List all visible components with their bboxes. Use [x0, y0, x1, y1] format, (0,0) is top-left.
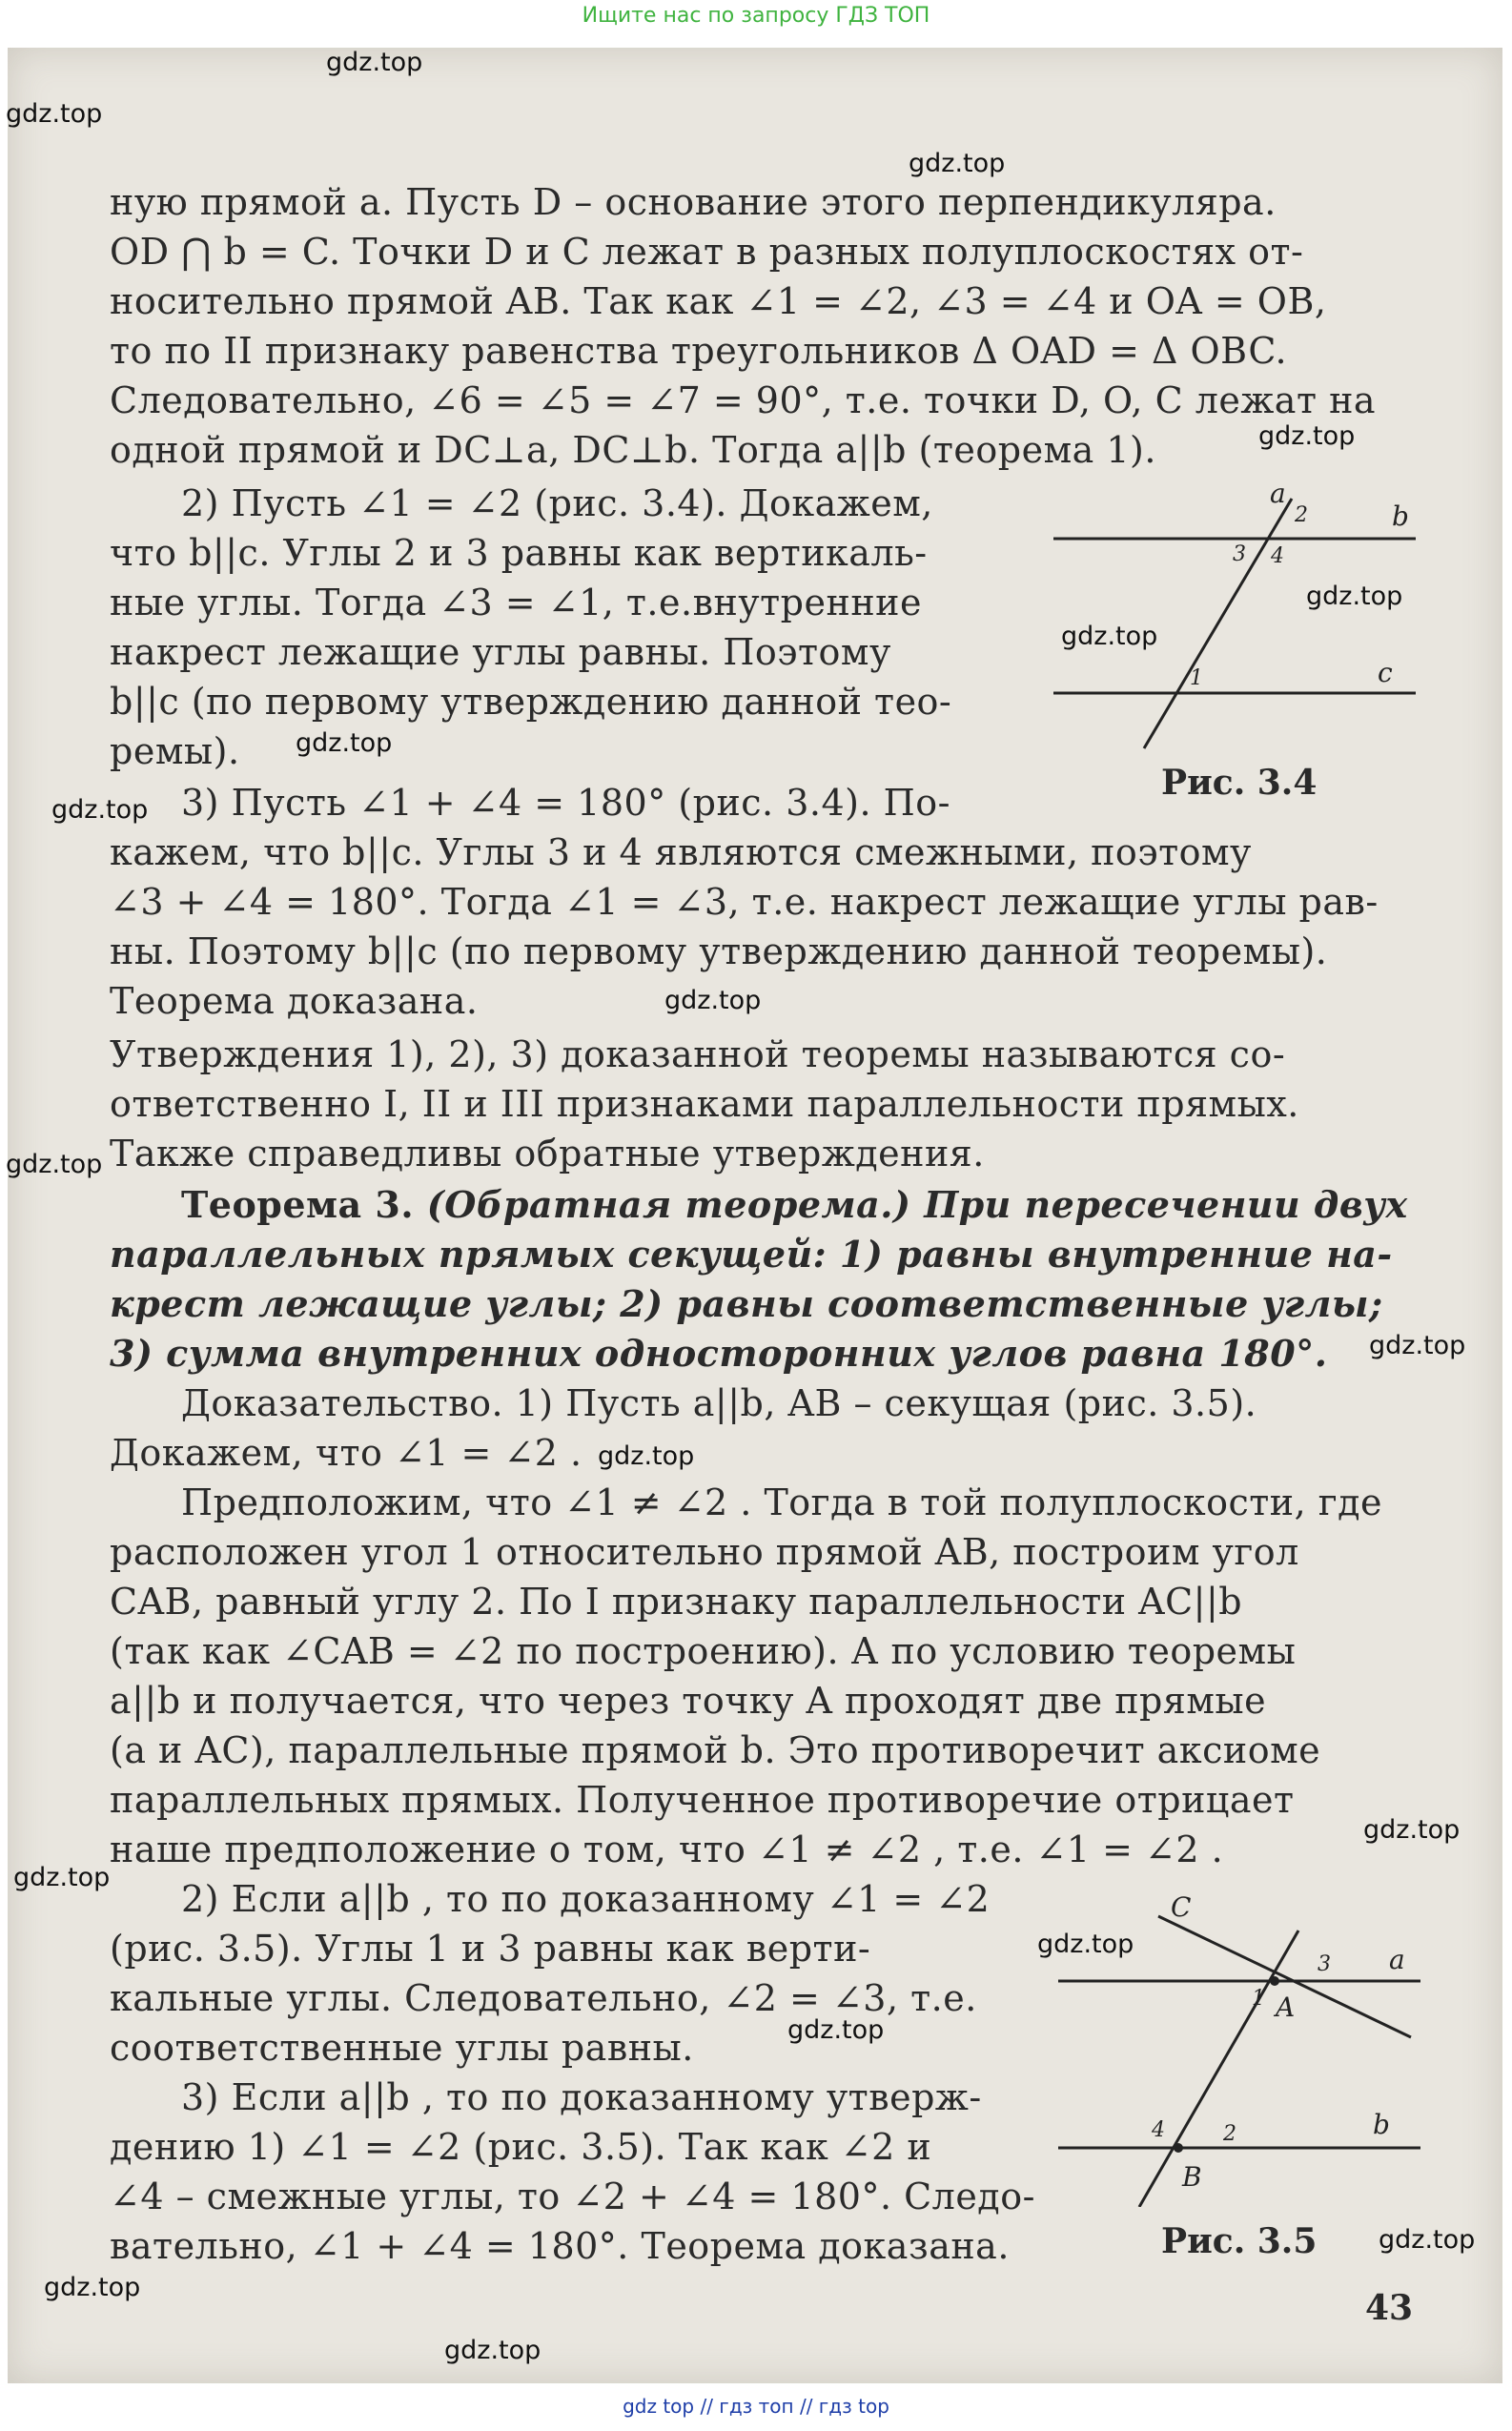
- text-line: b||c (по первому утверждению данной тео-: [110, 681, 952, 723]
- label-b-point: B: [1182, 2161, 1202, 2193]
- point-b: [1174, 2143, 1183, 2153]
- text-line: 2) Пусть ∠1 = ∠2 (рис. 3.4). Докажем,: [181, 482, 933, 524]
- figure-3-5-caption: Рис. 3.5: [1161, 2221, 1318, 2261]
- text-line: ны. Поэтому b||c (по первому утверждению данной теоремы).: [110, 930, 1328, 972]
- watermark: gdz.top: [51, 795, 149, 825]
- label-a: a: [1270, 481, 1286, 509]
- watermark: gdz.top: [44, 2273, 141, 2302]
- watermark: gdz.top: [1258, 421, 1356, 451]
- text-line: кажем, что b||c. Углы 3 и 4 являются смежными, поэтому: [110, 831, 1252, 873]
- theorem-3-line-2: параллельных прямых секущей: 1) равны внутренние на-: [110, 1233, 1393, 1276]
- text-line: Теорема доказана.: [110, 980, 479, 1022]
- text-line: ответственно I, II и III признаками параллельности прямых.: [110, 1083, 1299, 1125]
- text-line: 3) Если a||b , то по доказанному утверж-: [181, 2076, 982, 2118]
- watermark: gdz.top: [444, 2336, 541, 2365]
- watermark: gdz.top: [1369, 1331, 1466, 1360]
- text-line: ную прямой a. Пусть D – основание этого перпендикуляра.: [110, 181, 1277, 223]
- text-line: вательно, ∠1 + ∠4 = 180°. Теорема доказана.: [110, 2225, 1010, 2267]
- text-line: одной прямой и DC⊥a, DC⊥b. Тогда a||b (теорема 1).: [110, 429, 1156, 471]
- text-line: Утверждения 1), 2), 3) доказанной теоремы называются со-: [110, 1033, 1286, 1075]
- watermark: gdz.top: [664, 986, 762, 1015]
- label-1: 1: [1252, 1987, 1265, 2011]
- watermark: gdz.top: [909, 149, 1006, 178]
- watermark: gdz.top: [598, 1441, 695, 1471]
- text-line: Доказательство. 1) Пусть a||b, AB – секущая (рис. 3.5).: [181, 1382, 1257, 1424]
- text-line: кальные углы. Следовательно, ∠2 = ∠3, т.е.: [110, 1977, 977, 2019]
- text-line: a||b и получается, что через точку A проходят две прямые: [110, 1680, 1267, 1722]
- text-line: (рис. 3.5). Углы 1 и 3 равны как верти-: [110, 1928, 871, 1970]
- text-line: ремы).: [110, 730, 240, 772]
- text-line: Докажем, что ∠1 = ∠2 .: [110, 1432, 582, 1474]
- text-line: параллельных прямых. Полученное противоречие отрицает: [110, 1779, 1295, 1821]
- watermark: gdz.top: [296, 728, 393, 758]
- text-line: дению 1) ∠1 = ∠2 (рис. 3.5). Так как ∠2 и: [110, 2126, 932, 2168]
- label-a-point: A: [1276, 1992, 1296, 2023]
- text-line: носительно прямой AB. Так как ∠1 = ∠2, ∠3 = ∠4 и OA = OB,: [110, 280, 1327, 322]
- label-3: 3: [1233, 542, 1246, 566]
- label-b-line: b: [1373, 2109, 1390, 2140]
- label-c: C: [1171, 1891, 1192, 1923]
- text-line: соответственные углы равны.: [110, 2027, 694, 2069]
- text-line: 3) Пусть ∠1 + ∠4 = 180° (рис. 3.4). По-: [181, 782, 950, 824]
- text-line: Следовательно, ∠6 = ∠5 = ∠7 = 90°, т.е. точки D, O, C лежат на: [110, 379, 1377, 421]
- text-line: наше предположение о том, что ∠1 ≠ ∠2 , т.е. ∠1 = ∠2 .: [110, 1828, 1224, 1870]
- theorem-3-line-4: 3) сумма внутренних односторонних углов равна 180°.: [110, 1332, 1328, 1375]
- page-number: 43: [1365, 2288, 1414, 2328]
- text-line: то по II признаку равенства треугольников Δ OAD = Δ OBC.: [110, 330, 1288, 372]
- watermark: gdz.top: [1363, 1815, 1461, 1845]
- label-1: 1: [1190, 666, 1203, 690]
- text-line: CAB, равный углу 2. По I признаку параллельности AC||b: [110, 1581, 1243, 1623]
- watermark: gdz.top: [787, 2015, 885, 2045]
- text-line: ∠4 – смежные углы, то ∠2 + ∠4 = 180°. Следо-: [110, 2176, 1035, 2217]
- watermark: gdz.top: [13, 1863, 111, 1892]
- figure-3-4-caption: Рис. 3.4: [1161, 763, 1318, 803]
- text-line: Предположим, что ∠1 ≠ ∠2 . Тогда в той полуплоскости, где: [181, 1481, 1383, 1523]
- text-line: расположен угол 1 относительно прямой AB, построим угол: [110, 1531, 1299, 1573]
- theorem-3-line-1: [181, 1180, 1408, 1230]
- label-2: 2: [1295, 503, 1308, 527]
- watermark: gdz.top: [326, 48, 423, 77]
- theorem-3-text: (Обратная теорема.) При пересечении двух: [414, 1183, 1408, 1226]
- watermark: gdz.top: [1061, 622, 1158, 651]
- point-a: [1270, 1976, 1279, 1986]
- transversal-a: [1144, 499, 1292, 748]
- label-c: c: [1378, 657, 1393, 688]
- top-banner: Ищите нас по запросу ГДЗ ТОП: [582, 4, 930, 28]
- label-4: 4: [1271, 544, 1284, 568]
- text-line: (так как ∠CAB = ∠2 по построению). А по условию теоремы: [110, 1630, 1297, 1672]
- label-2: 2: [1223, 2122, 1236, 2146]
- text-line: накрест лежащие углы равны. Поэтому: [110, 631, 891, 673]
- text-line: OD ⋂ b = C. Точки D и C лежат в разных полуплоскостях от-: [110, 231, 1304, 273]
- text-line: Также справедливы обратные утверждения.: [110, 1133, 985, 1175]
- label-4: 4: [1152, 2118, 1165, 2142]
- text-line: 2) Если a||b , то по доказанному ∠1 = ∠2: [181, 1878, 991, 1920]
- text-line: (a и AC), параллельные прямой b. Это противоречит аксиоме: [110, 1729, 1321, 1771]
- watermark: gdz.top: [1037, 1930, 1134, 1959]
- watermark: gdz.top: [6, 99, 103, 129]
- label-a-line: a: [1389, 1944, 1405, 1975]
- theorem-3-head: Теорема 3.: [181, 1183, 415, 1226]
- theorem-3-line-3: крест лежащие углы; 2) равны соответственные углы;: [110, 1282, 1383, 1325]
- watermark: gdz.top: [6, 1150, 103, 1179]
- watermark: gdz.top: [1306, 582, 1403, 611]
- label-b: b: [1392, 500, 1409, 532]
- text-line: ∠3 + ∠4 = 180°. Тогда ∠1 = ∠3, т.е. накрест лежащие углы рав-: [110, 881, 1379, 923]
- watermark: gdz.top: [1379, 2225, 1476, 2255]
- text-line: что b||c. Углы 2 и 3 равны как вертикаль-: [110, 532, 928, 574]
- bottom-banner: gdz top // гдз топ // гдз top: [623, 2395, 889, 2418]
- label-3: 3: [1318, 1952, 1331, 1976]
- text-line: ные углы. Тогда ∠3 = ∠1, т.е.внутренние: [110, 582, 922, 623]
